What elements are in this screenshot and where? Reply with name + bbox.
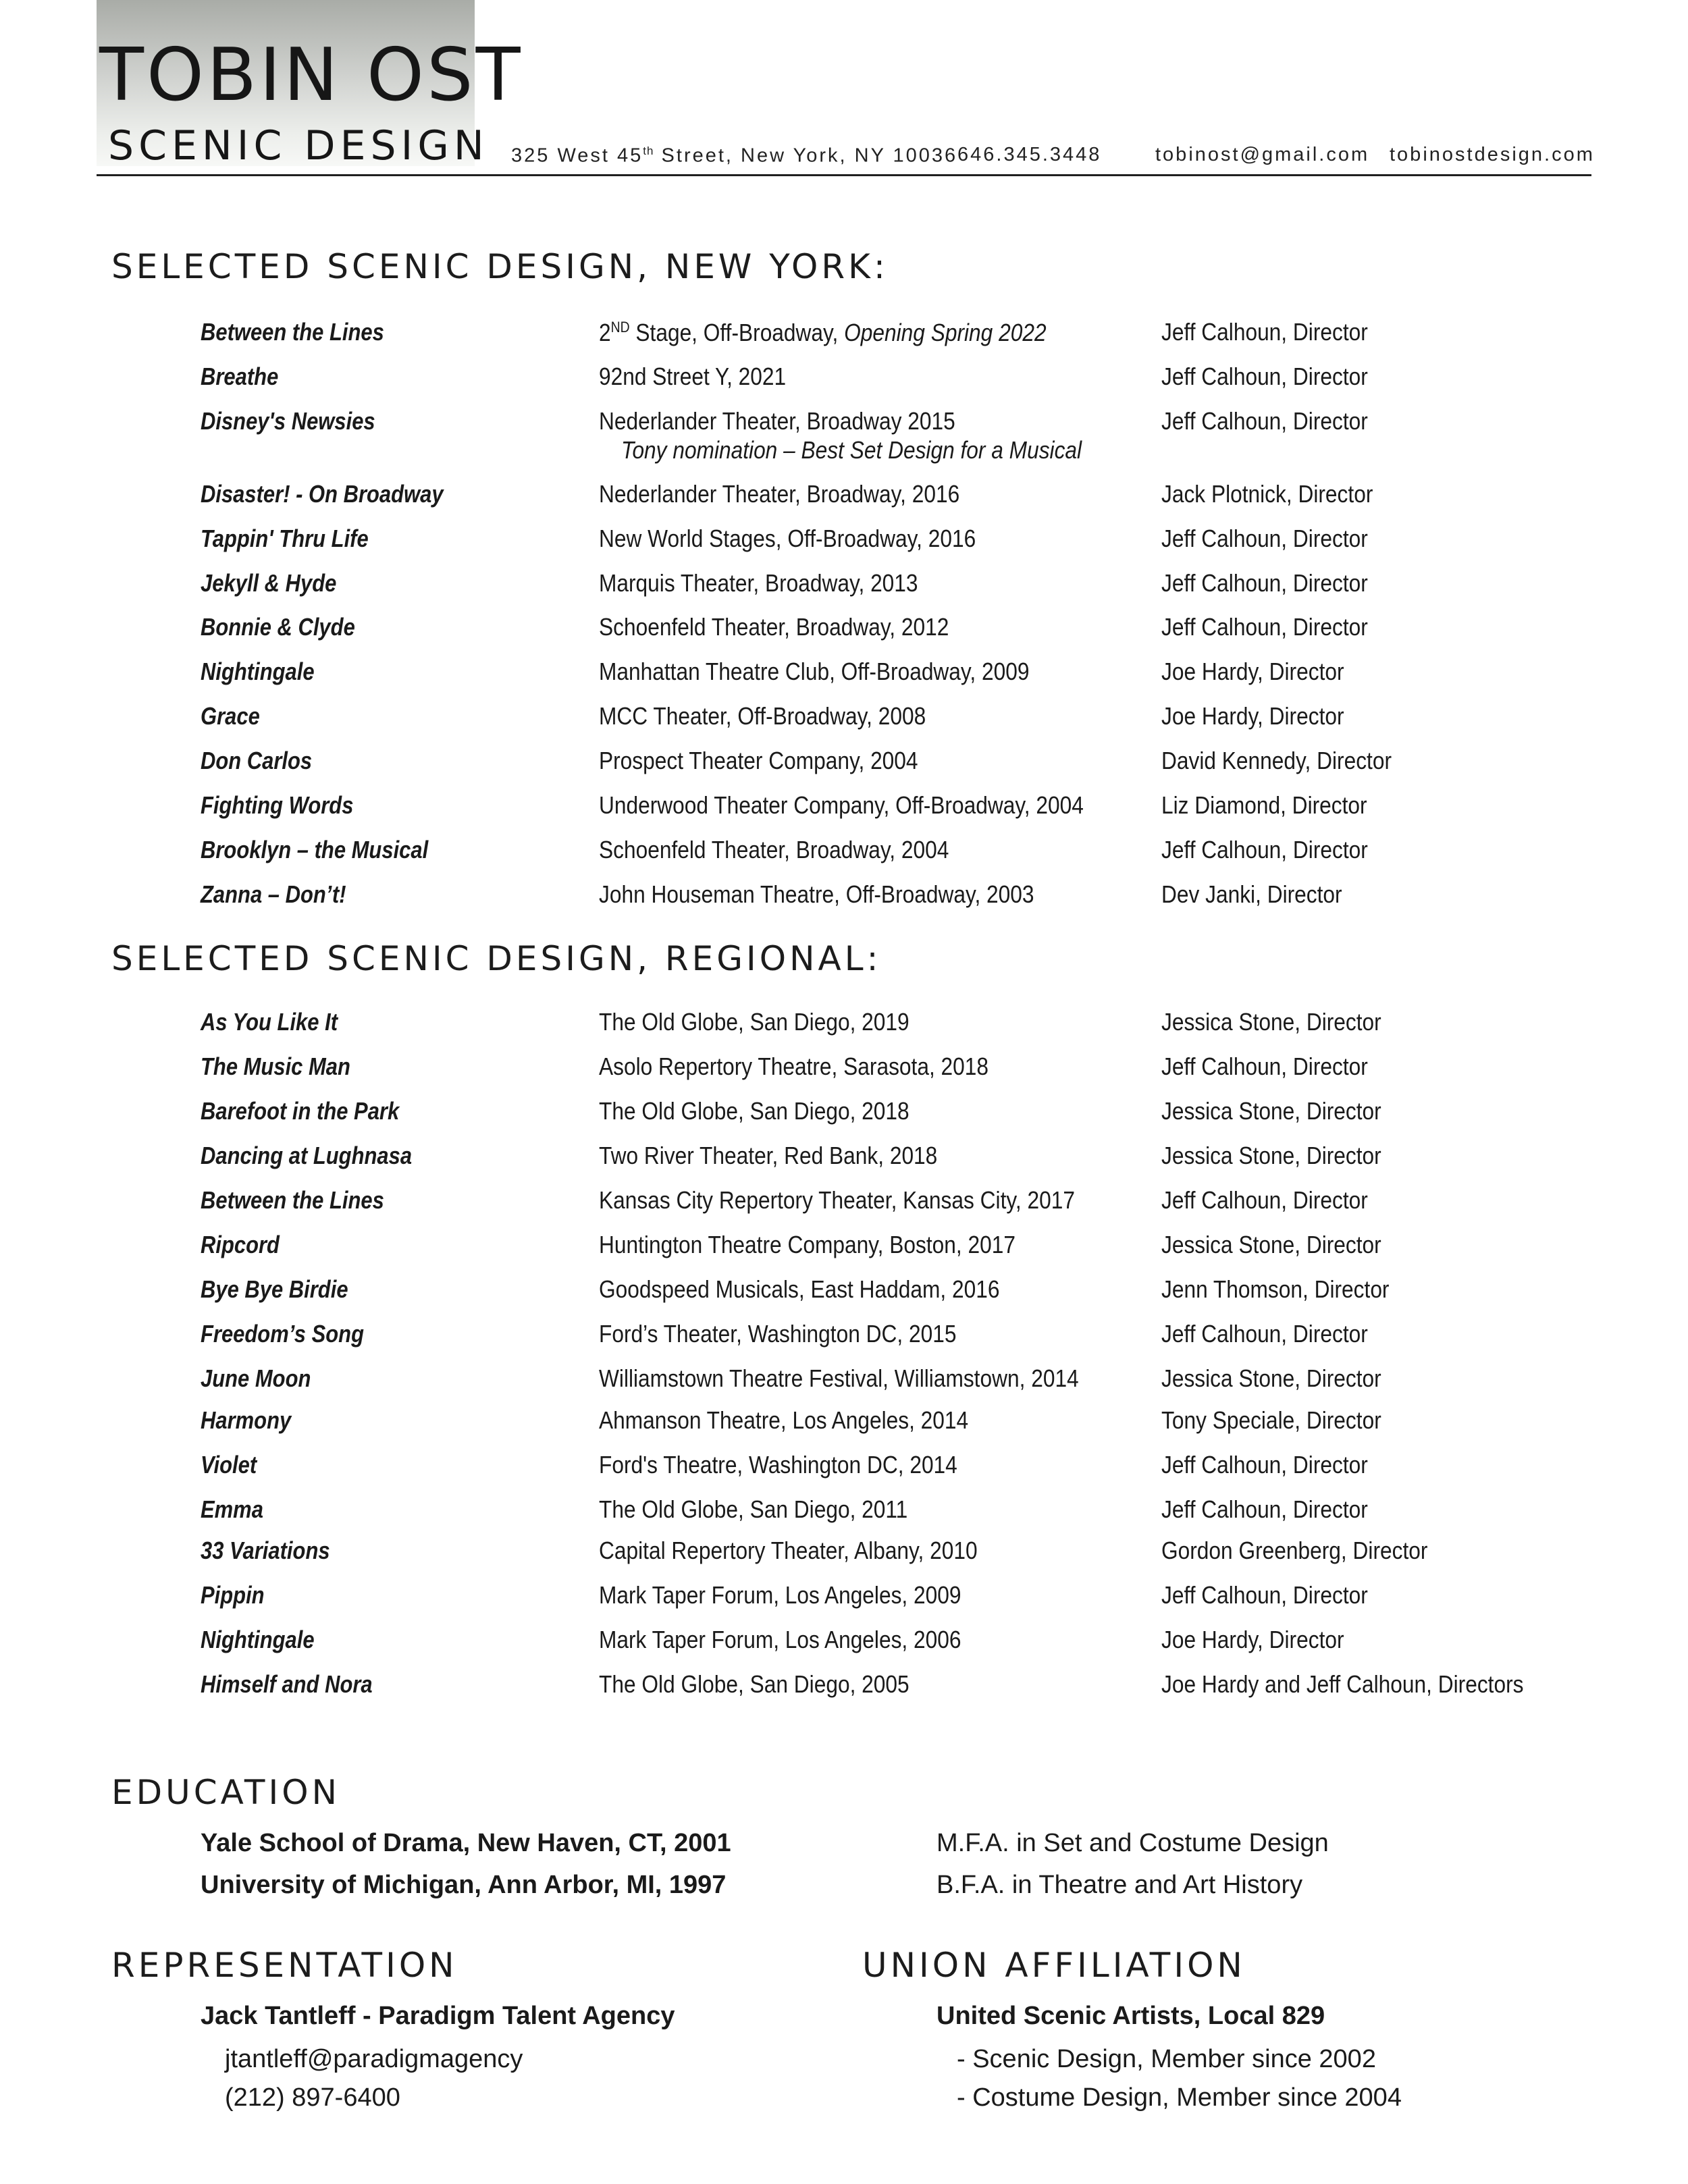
credit-row	[0, 1188, 1688, 1229]
credit-director: Joe Hardy and Jeff Calhoun, Directors	[1161, 1670, 1524, 1698]
agent-phone: (212) 897-6400	[225, 2083, 400, 2112]
agent-name: Jack Tantleff - Paradigm Talent Agency	[201, 2002, 675, 2030]
credit-venue: Prospect Theater Company, 2004	[599, 747, 918, 774]
education-degree: M.F.A. in Set and Costume Design	[937, 1829, 1329, 1857]
credit-title: Bye Bye Birdie	[201, 1275, 348, 1303]
credit-row	[0, 482, 1688, 523]
union-membership: - Costume Design, Member since 2004	[957, 2083, 1402, 2112]
credit-row	[0, 320, 1688, 361]
section-heading-regional: SELECTED SCENIC DESIGN, REGIONAL:	[111, 939, 882, 978]
credit-row	[0, 1144, 1688, 1184]
credit-title: Disaster! - On Broadway	[201, 480, 444, 508]
credit-director: David Kennedy, Director	[1161, 747, 1392, 774]
credit-director: Gordon Greenberg, Director	[1161, 1537, 1428, 1564]
credit-title: The Music Man	[201, 1053, 350, 1080]
credit-row	[0, 1408, 1688, 1449]
credit-row	[0, 660, 1688, 700]
credit-title: Bonnie & Clyde	[201, 613, 355, 641]
credit-director: Jeff Calhoun, Director	[1161, 407, 1368, 435]
credit-venue: Ahmanson Theatre, Los Angeles, 2014	[599, 1406, 969, 1434]
credit-title: Dancing at Lughnasa	[201, 1142, 413, 1169]
credit-row	[0, 704, 1688, 745]
credit-director: Liz Diamond, Director	[1161, 791, 1367, 819]
credit-director: Jack Plotnick, Director	[1161, 480, 1373, 508]
credit-director: Jenn Thomson, Director	[1161, 1275, 1390, 1303]
credit-row	[0, 749, 1688, 789]
credit-row	[0, 838, 1688, 878]
credit-venue: Kansas City Repertory Theater, Kansas City, 2017	[599, 1186, 1075, 1214]
credit-title: June Moon	[201, 1364, 311, 1392]
credit-venue: Marquis Theater, Broadway, 2013	[599, 569, 918, 597]
education-school: Yale School of Drama, New Haven, CT, 2001	[201, 1829, 731, 1857]
credit-director: Jeff Calhoun, Director	[1161, 1581, 1368, 1609]
credit-venue: Mark Taper Forum, Los Angeles, 2009	[599, 1581, 961, 1609]
credit-venue: Huntington Theatre Company, Boston, 2017	[599, 1231, 1016, 1258]
credit-row	[0, 1539, 1688, 1579]
credit-director: Joe Hardy, Director	[1161, 1626, 1344, 1653]
credit-award-note: Tony nomination – Best Set Design for a Musical	[621, 436, 1082, 464]
credit-title: Breathe	[201, 363, 279, 390]
credit-director: Joe Hardy, Director	[1161, 658, 1344, 685]
credit-director: Jessica Stone, Director	[1161, 1364, 1381, 1392]
credit-venue: Mark Taper Forum, Los Angeles, 2006	[599, 1626, 961, 1653]
credit-title: Don Carlos	[201, 747, 313, 774]
credit-title: Pippin	[201, 1581, 265, 1609]
credit-row	[0, 1583, 1688, 1624]
credit-director: Jeff Calhoun, Director	[1161, 836, 1368, 863]
credit-director: Jessica Stone, Director	[1161, 1231, 1381, 1258]
credit-venue: Williamstown Theatre Festival, Williamstown, 2014	[599, 1364, 1079, 1392]
credit-row	[0, 615, 1688, 656]
credit-row	[0, 1628, 1688, 1668]
union-name: United Scenic Artists, Local 829	[937, 2002, 1325, 2030]
credit-director: Jeff Calhoun, Director	[1161, 1186, 1368, 1214]
credit-venue: Two River Theater, Red Bank, 2018	[599, 1142, 938, 1169]
credit-director: Jeff Calhoun, Director	[1161, 569, 1368, 597]
union-membership: - Scenic Design, Member since 2002	[957, 2045, 1376, 2073]
credit-title: Barefoot in the Park	[201, 1097, 400, 1125]
designer-title: SCENIC DESIGN	[108, 122, 489, 169]
credit-row	[0, 1055, 1688, 1095]
education-school: University of Michigan, Ann Arbor, MI, 1997	[201, 1871, 727, 1899]
credit-title: Himself and Nora	[201, 1670, 373, 1698]
credit-director: Jeff Calhoun, Director	[1161, 318, 1368, 346]
credit-row	[0, 1453, 1688, 1493]
credit-director: Jeff Calhoun, Director	[1161, 1495, 1368, 1523]
email-link[interactable]: tobinost@gmail.com	[1155, 144, 1370, 165]
credit-venue: MCC Theater, Off-Broadway, 2008	[599, 702, 926, 730]
section-heading-education: EDUCATION	[111, 1773, 340, 1812]
credit-title: Between the Lines	[201, 318, 384, 346]
section-heading-new-york: SELECTED SCENIC DESIGN, NEW YORK:	[111, 247, 889, 286]
credit-director: Joe Hardy, Director	[1161, 702, 1344, 730]
credit-row	[0, 1010, 1688, 1050]
credit-row	[0, 1233, 1688, 1273]
credit-director: Dev Janki, Director	[1161, 880, 1342, 908]
credit-title: Tappin' Thru Life	[201, 525, 369, 552]
credit-title: Ripcord	[201, 1231, 280, 1258]
credit-title: 33 Variations	[201, 1537, 330, 1564]
credit-title: Fighting Words	[201, 791, 354, 819]
credit-title: Harmony	[201, 1406, 292, 1434]
credit-title: Between the Lines	[201, 1186, 384, 1214]
section-heading-representation: REPRESENTATION	[111, 1946, 458, 1985]
credit-venue: Underwood Theater Company, Off-Broadway, 2004	[599, 791, 1084, 819]
credit-director: Jeff Calhoun, Director	[1161, 1053, 1368, 1080]
designer-name: TOBIN OST	[99, 33, 523, 117]
section-heading-union: UNION AFFILIATION	[862, 1946, 1246, 1985]
credit-title: Zanna – Don’t!	[201, 880, 346, 908]
credit-venue: Nederlander Theater, Broadway 2015	[599, 407, 955, 435]
credit-title: Emma	[201, 1495, 263, 1523]
credit-venue: Schoenfeld Theater, Broadway, 2004	[599, 836, 949, 863]
credit-venue: The Old Globe, San Diego, 2019	[599, 1008, 909, 1036]
credit-venue: The Old Globe, San Diego, 2005	[599, 1670, 909, 1698]
credit-venue: Capital Repertory Theater, Albany, 2010	[599, 1537, 978, 1564]
credit-row	[0, 1366, 1688, 1407]
credit-venue: 2ND Stage, Off-Broadway, Opening Spring 2022	[599, 319, 1047, 346]
credit-venue: Manhattan Theatre Club, Off-Broadway, 2009	[599, 658, 1030, 685]
credit-venue: 92nd Street Y, 2021	[599, 363, 787, 390]
credit-row	[0, 365, 1688, 405]
credit-director: Jessica Stone, Director	[1161, 1008, 1381, 1036]
credit-title: Grace	[201, 702, 260, 730]
credit-venue: New World Stages, Off-Broadway, 2016	[599, 525, 976, 552]
credit-venue: Goodspeed Musicals, East Haddam, 2016	[599, 1275, 1000, 1303]
credit-director: Jeff Calhoun, Director	[1161, 525, 1368, 552]
credit-title: As You Like It	[201, 1008, 338, 1036]
credit-row	[0, 1322, 1688, 1362]
website-link[interactable]: tobinostdesign.com	[1390, 144, 1595, 165]
credit-title: Nightingale	[201, 658, 315, 685]
credit-venue: Ford’s Theater, Washington DC, 2015	[599, 1320, 957, 1348]
credit-venue: Schoenfeld Theater, Broadway, 2012	[599, 613, 949, 641]
credit-director: Jessica Stone, Director	[1161, 1142, 1381, 1169]
credit-title: Nightingale	[201, 1626, 315, 1653]
credit-title: Jekyll & Hyde	[201, 569, 337, 597]
agent-email[interactable]: jtantleff@paradigmagency	[225, 2045, 523, 2073]
credit-row	[0, 793, 1688, 834]
credit-title: Brooklyn – the Musical	[201, 836, 429, 863]
credit-row	[0, 527, 1688, 567]
credit-director: Jeff Calhoun, Director	[1161, 1451, 1368, 1479]
credit-row	[0, 1277, 1688, 1318]
credit-row	[0, 1672, 1688, 1713]
credit-venue: The Old Globe, San Diego, 2018	[599, 1097, 909, 1125]
credit-row	[0, 1497, 1688, 1538]
credit-director: Jeff Calhoun, Director	[1161, 1320, 1368, 1348]
credit-venue: Ford's Theatre, Washington DC, 2014	[599, 1451, 957, 1479]
credit-venue: Nederlander Theater, Broadway, 2016	[599, 480, 960, 508]
credit-title: Violet	[201, 1451, 257, 1479]
education-degree: B.F.A. in Theatre and Art History	[937, 1871, 1303, 1899]
credit-director: Jeff Calhoun, Director	[1161, 613, 1368, 641]
credit-row	[0, 571, 1688, 612]
credit-director: Tony Speciale, Director	[1161, 1406, 1381, 1434]
credit-row	[0, 1099, 1688, 1140]
credit-title: Disney's Newsies	[201, 407, 375, 435]
credit-venue: John Houseman Theatre, Off-Broadway, 2003	[599, 880, 1034, 908]
phone-number: 646.345.3448	[957, 144, 1102, 165]
credit-venue: Asolo Repertory Theatre, Sarasota, 2018	[599, 1053, 989, 1080]
header-rule	[97, 174, 1591, 176]
credit-title: Freedom’s Song	[201, 1320, 364, 1348]
address: 325 West 45th Street, New York, NY 10036	[511, 144, 958, 167]
credit-director: Jeff Calhoun, Director	[1161, 363, 1368, 390]
credit-director: Jessica Stone, Director	[1161, 1097, 1381, 1125]
credit-venue: The Old Globe, San Diego, 2011	[599, 1495, 908, 1523]
credit-row	[0, 882, 1688, 923]
